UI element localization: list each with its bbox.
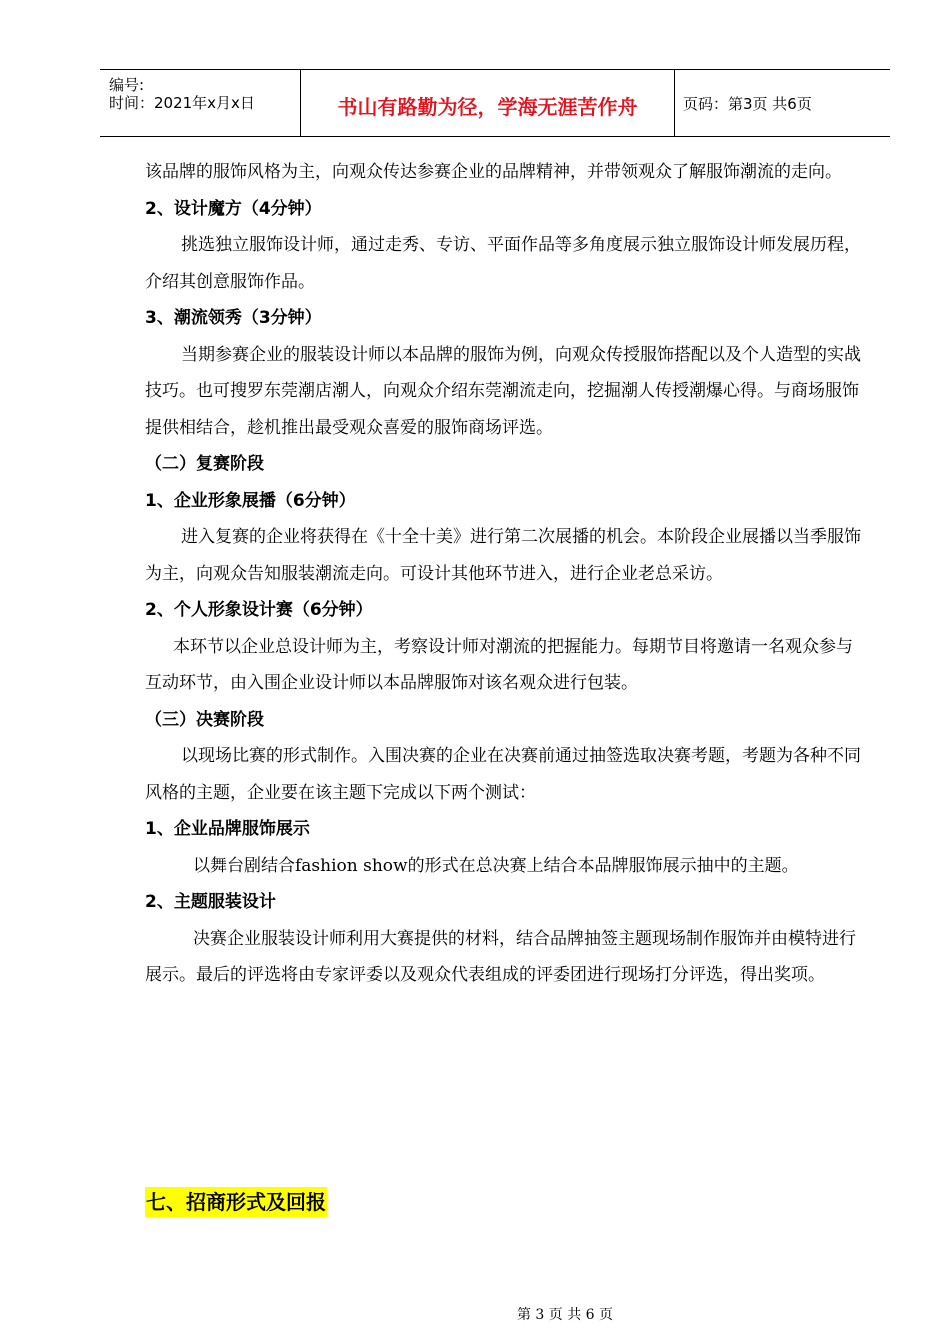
serial-label: 编号:	[109, 76, 145, 94]
header-motto-cell	[301, 70, 675, 136]
header-page-cell	[675, 70, 890, 136]
paragraph: 决赛企业服装设计师利用大赛提供的材料，结合品牌抽签主题现场制作服饰并由模特进行展示。最后的评选将由专家评委以及观众代表组成的评委团进行现场打分评选，得出奖项。	[145, 928, 856, 985]
page-header	[100, 69, 890, 137]
section-title: 七、招商形式及回报	[145, 1187, 327, 1217]
page-footer	[0, 1304, 950, 1324]
paragraph: 进入复赛的企业将获得在《十全十美》进行第二次展播的机会。本阶段企业展播以当季服饰为主，向观众告知服装潮流走向。可设计其他环节进入，进行企业老总采访。	[145, 527, 861, 584]
paragraph: 挑选独立服饰设计师，通过走秀、专访、平面作品等多角度展示独立服饰设计师发展历程，介绍其创意服饰作品。	[145, 235, 861, 292]
stage-heading: （二）复赛阶段	[145, 454, 264, 474]
paragraph: 本环节以企业总设计师为主，考察设计师对潮流的把握能力。每期节目将邀请一名观众参与互动环节，由入围企业设计师以本品牌服饰对该名观众进行包装。	[145, 636, 853, 693]
stage-heading: （三）决赛阶段	[145, 709, 264, 730]
subheading: 2、设计魔方（4分钟）	[145, 198, 322, 219]
header-meta-cell	[100, 70, 301, 136]
subheading: 1、企业形象展播（6分钟）	[145, 490, 356, 511]
subheading: 2、主题服装设计	[145, 892, 276, 912]
subheading: 2、个人形象设计赛（6分钟）	[145, 600, 373, 620]
header-motto: 书山有路勤为径，学海无涯苦作舟	[337, 95, 638, 119]
paragraph: 该品牌的服饰风格为主，向观众传达参赛企业的品牌精神，并带领观众了解服饰潮流的走向。	[145, 162, 842, 182]
paragraph: 当期参赛企业的服装设计师以本品牌的服饰为例，向观众传授服饰搭配以及个人造型的实战技巧。也可搜罗东莞潮店潮人，向观众介绍东莞潮流走向，挖掘潮人传授潮爆心得。与商场服饰提供相结合，趁机推出最受观众喜爱的服饰商场评选。	[145, 344, 861, 438]
time-label: 时间：2021年x月x日	[109, 94, 255, 112]
header-page-info: 页码：第3页 共6页	[683, 95, 812, 113]
subheading: 1、企业品牌服饰展示	[145, 819, 310, 839]
document-body	[145, 154, 865, 994]
paragraph: 以舞台剧结合fashion show的形式在总决赛上结合本品牌服饰展示抽中的主题。	[193, 855, 799, 876]
paragraph: 以现场比赛的形式制作。入围决赛的企业在决赛前通过抽签选取决赛考题，考题为各种不同风格的主题，企业要在该主题下完成以下两个测试：	[145, 746, 861, 803]
footer-page-number: 第 3 页 共 6 页	[516, 1307, 614, 1323]
subheading: 3、潮流领秀（3分钟）	[145, 308, 322, 328]
